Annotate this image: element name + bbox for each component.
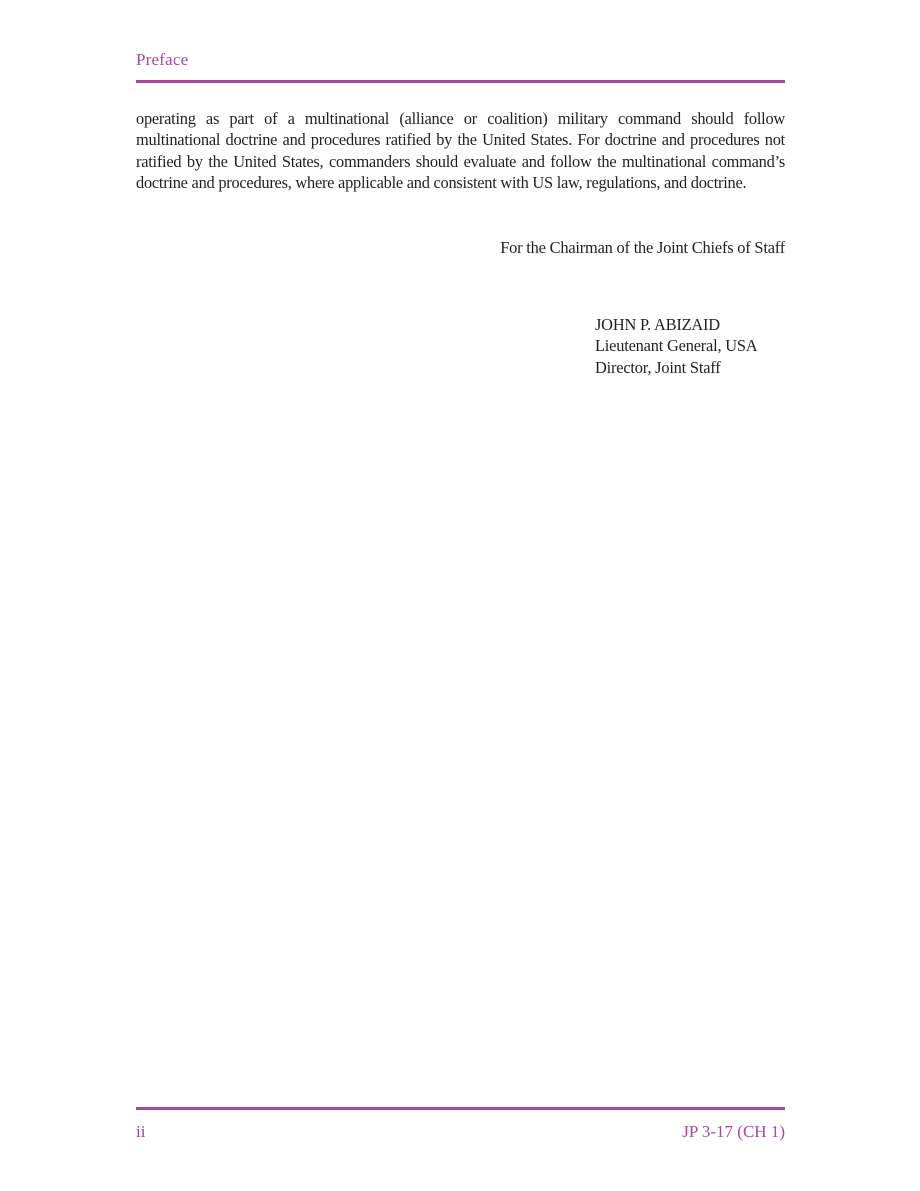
- publication-id: JP 3-17 (CH 1): [682, 1122, 785, 1141]
- page-header-title: Preface: [136, 50, 189, 69]
- signature-block: [595, 314, 757, 378]
- page-number: ii: [136, 1122, 146, 1141]
- header-divider: [136, 80, 785, 83]
- signatory-position: Director, Joint Staff: [595, 357, 721, 377]
- closing-line: For the Chairman of the Joint Chiefs of Staff: [500, 238, 785, 257]
- signatory-rank: Lieutenant General, USA: [595, 336, 758, 356]
- signatory-name: JOHN P. ABIZAID: [595, 315, 720, 334]
- footer-divider: [136, 1107, 785, 1110]
- body-paragraph: operating as part of a multinational (alliance or coalition) military command should follow multinational doctrine and procedures ratified by the United States. For doctrine and procedures not ratified by the United States, commanders should evaluate and follow the multinational command’s doctrine and procedures, where applicable and consistent with US law, regulations, and doctrine.: [136, 109, 785, 192]
